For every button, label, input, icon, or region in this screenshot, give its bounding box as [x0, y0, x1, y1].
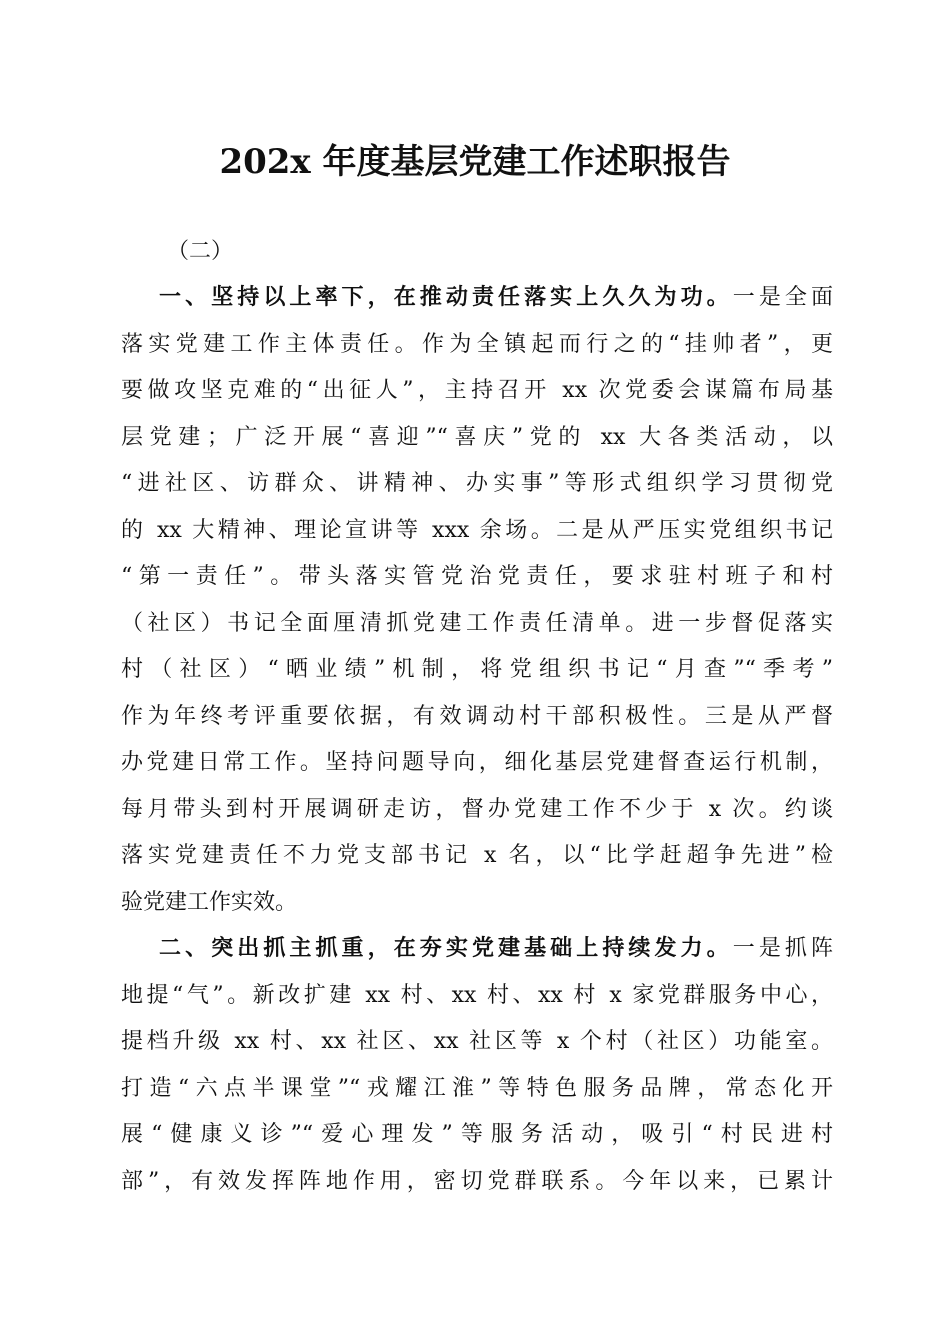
paragraph-line: 部”，有效发挥阵地作用，密切党群联系。今年以来，已累计 — [121, 1168, 833, 1194]
paragraph-line: 层党建；广泛开展“喜迎”“喜庆”党的 xx 大各类活动，以 — [121, 424, 833, 450]
paragraph-text: 一是全面 — [732, 285, 833, 310]
paragraph-line: 落实党建工作主体责任。作为全镇起而行之的“挂帅者”，更 — [121, 331, 833, 357]
paragraph-line: 地提“气”。新改扩建 xx 村、xx 村、xx 村 x 家党群服务中心， — [121, 982, 833, 1008]
document-body — [121, 229, 833, 1205]
paragraph-line: 落实党建责任不力党支部书记 x 名，以“比学赶超争先进”检 — [121, 843, 833, 868]
paragraph-section-1 — [121, 275, 833, 926]
paragraph-line: 办党建日常工作。坚持问题导向，细化基层党建督查运行机制， — [121, 750, 833, 775]
paragraph-line: 要做攻坚克难的“出征人”，主持召开 xx 次党委会谋篇布局基 — [121, 378, 833, 403]
paragraph-line: 作为年终考评重要依据，有效调动村干部积极性。三是从严督 — [121, 703, 833, 729]
paragraph-section-2 — [121, 926, 833, 1205]
paragraph-line: “第一责任”。带头落实管党治党责任，要求驻村班子和村 — [121, 564, 833, 589]
paragraph-line — [121, 926, 833, 973]
paragraph-line: 的 xx 大精神、理论宣讲等 xxx 余场。二是从严压实党组织书记 — [121, 517, 833, 543]
paragraph-line: 提档升级 xx 村、xx 社区、xx 社区等 x 个村（社区）功能室。 — [121, 1029, 833, 1054]
paragraph-line — [121, 275, 833, 322]
paragraph-line: 验党建工作实效。 — [121, 889, 298, 915]
section-subtitle: （二） — [167, 239, 234, 264]
section-heading: 一、坚持以上率下，在推动责任落实上久久为功。 — [159, 285, 733, 310]
document-title: 202x 年度基层党建工作述职报告 — [219, 142, 731, 182]
paragraph-line: （社区）书记全面厘清抓党建工作责任清单。进一步督促落实 — [121, 610, 833, 636]
section-heading: 二、突出抓主抓重，在夯实党建基础上持续发力。 — [159, 936, 733, 961]
paragraph-text: 一是抓阵 — [732, 936, 833, 961]
paragraph-line: 打造“六点半课堂”“戎耀江淮”等特色服务品牌，常态化开 — [121, 1075, 833, 1101]
paragraph-line: 每月带头到村开展调研走访，督办党建工作不少于 x 次。约谈 — [121, 796, 833, 822]
paragraph-line: “进社区、访群众、讲精神、办实事”等形式组织学习贯彻党 — [121, 471, 833, 496]
paragraph-line: 村（社区）“晒业绩”机制，将党组织书记“月查”“季考” — [121, 657, 833, 682]
paragraph-line: 展“健康义诊”“爱心理发”等服务活动，吸引“村民进村 — [121, 1122, 833, 1147]
